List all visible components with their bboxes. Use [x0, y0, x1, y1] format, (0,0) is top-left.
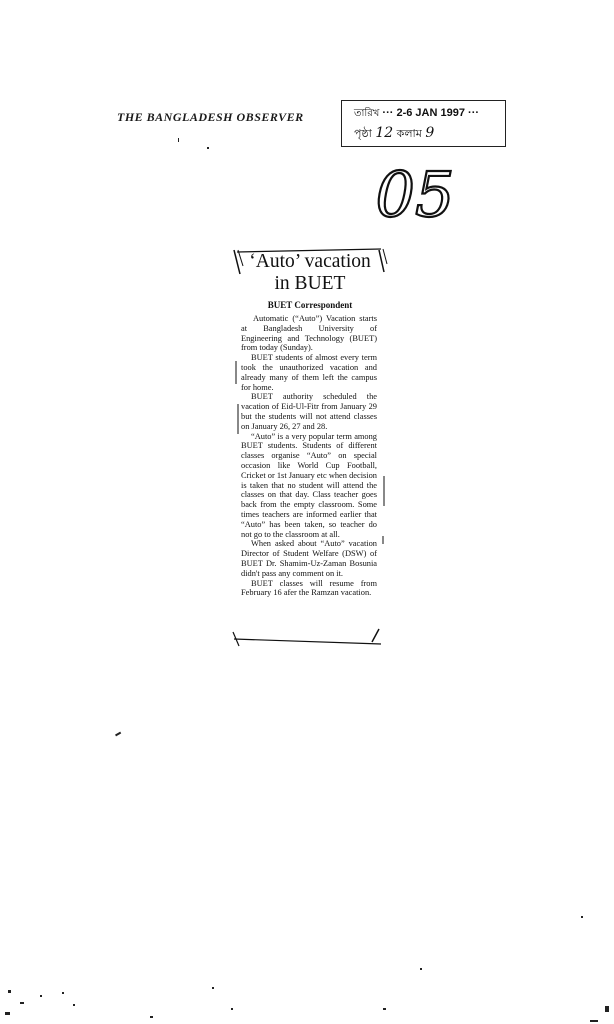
- scan-speck: [231, 1008, 233, 1010]
- headline-line-2: in BUET: [274, 273, 346, 294]
- stamp-page-label: পৃষ্ঠা: [354, 127, 372, 140]
- scan-speck: [115, 732, 121, 736]
- date-stamp: [341, 100, 506, 147]
- scan-speck: [73, 1004, 75, 1006]
- stamp-column-value: 9: [425, 125, 435, 141]
- scan-speck: [581, 916, 583, 918]
- scan-speck: [20, 1002, 24, 1004]
- scan-speck: [420, 968, 422, 970]
- newspaper-masthead: THE BANGLADESH OBSERVER: [117, 110, 304, 124]
- headline-line-1: ‘Auto’ vacation: [249, 251, 371, 272]
- scan-speck: [590, 1020, 598, 1022]
- stamp-page-value: 12: [375, 125, 394, 141]
- stamp-dots: ···: [382, 107, 394, 119]
- article-body: [241, 314, 377, 598]
- article-paragraph: BUET authority scheduled the vacation of Eid-Ul-Fitr from January 29 but the students will not attend classes on January 26, 27 and 28.: [241, 392, 377, 431]
- scan-speck: [212, 987, 214, 989]
- scan-speck: [5, 1012, 10, 1015]
- stamp-date-label: তারিখ: [354, 108, 380, 119]
- article-paragraph: BUET classes will resume from February 16 afer the Ramzan vacation.: [241, 578, 377, 598]
- handwritten-number-text: 05: [375, 160, 455, 230]
- article-paragraph: “Auto” is a very popular term among BUET students. Students of different classes organise “Auto” on special occasion like World Cup Football, Cricket or 1st January etc when decision is taken that no student will attend the classes on that day. Class teacher goes back from the empty classroom. Some times teachers are informed earlier that “Auto” has been taken, so teacher do not go to the classroom at all.: [241, 431, 377, 539]
- scan-speck: [40, 995, 42, 997]
- scan-speck: [150, 1016, 153, 1018]
- stamp-date: 2-6 JAN 1997: [396, 107, 465, 119]
- article-byline: BUET Correspondent: [267, 300, 353, 310]
- scan-speck: [8, 990, 11, 993]
- article-paragraph: When asked about “Auto” vacation Director of Student Welfare (DSW) of BUET Dr. Shamim-Uz-Zaman Bosunia didn't pass any comment on it.: [241, 539, 377, 578]
- article-paragraph: Automatic (“Auto”) Vacation starts at Bangladesh University of Engineering and Technology (BUET) from today (Sunday).: [241, 314, 377, 353]
- scan-speck: [62, 992, 64, 994]
- stamp-dots: ···: [468, 107, 480, 119]
- stamp-column-label: কলাম: [396, 127, 422, 140]
- article-paragraph: BUET students of almost every term took the unauthorized vacation and already many of them left the campus for home.: [241, 353, 377, 392]
- scan-speck: [178, 138, 179, 142]
- scan-speck: [383, 1008, 386, 1010]
- stamp-page-row: [354, 125, 434, 144]
- handwritten-number: [360, 160, 470, 230]
- stamp-date-row: [354, 106, 479, 123]
- article-headline: [231, 251, 389, 295]
- scan-speck: [605, 1006, 609, 1012]
- news-clipping: [231, 244, 389, 649]
- scan-speck: [207, 147, 209, 149]
